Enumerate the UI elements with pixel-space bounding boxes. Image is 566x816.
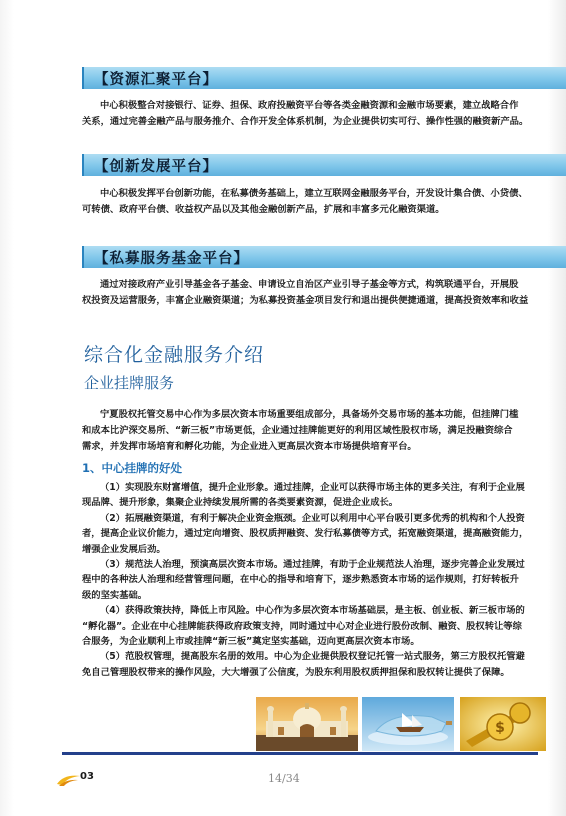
text-line: （2）拓展融资渠道，有利于解决企业资金瓶颈。企业可以利用中心平台吸引更多优秀的机构和个人投资 xyxy=(100,512,525,524)
list-item xyxy=(82,603,566,649)
text-line: 程中的各种法人治理和经营管理问题，在中心的指导和培育下，逐步熟悉资本市场的运作规则，打好转板升 xyxy=(82,574,519,586)
golden-wrench-coin-photo xyxy=(460,697,546,751)
section-header-private-fund xyxy=(82,246,566,268)
section-title: 【创新发展平台】 xyxy=(94,159,218,175)
text-line: 权投资及运营服务，丰富企业融资渠道；为私募投资基金项目发行和退出提供便捷通道，提高投资效率和收益 xyxy=(82,295,529,306)
text-line: （3）规范法人治理，预演高层次资本市场。通过挂牌，有助于企业规范法人治理，逐步完善企业发展过 xyxy=(100,559,525,571)
swoosh-logo-icon xyxy=(56,771,82,787)
section-title: 【私募服务基金平台】 xyxy=(94,251,249,267)
svg-text:$: $ xyxy=(495,720,505,736)
benefits-list xyxy=(82,480,566,680)
section-body-resources xyxy=(82,98,566,130)
text-line: 通过对接政府产业引导基金各子基金、申请设立自治区产业引导子基金等方式，构筑联通平台，开展股 xyxy=(100,279,519,290)
section-title: 【资源汇聚平台】 xyxy=(94,72,218,88)
text-line: （5）范股权管理，提高股东名册的效用。中心为企业提供股权登记托管一站式服务，第三方股权托管避 xyxy=(100,651,525,663)
text-line: （4）获得政策扶持，降低上市风险。中心作为多层次资本市场基础层，是主板、创业板、新三板市场的 xyxy=(100,605,525,617)
text-line: 合服务，为企业顺利上市或挂牌“新三板”奠定坚实基础，迈向更高层次资本市场。 xyxy=(82,636,420,648)
list-item xyxy=(82,649,566,680)
page-counter: 14/34 xyxy=(268,772,300,785)
ship-in-bottle-photo xyxy=(362,697,454,751)
text-line: 关系，通过完善金融产品与服务推介、合作开发全体系机制，为企业提供切实可行、操作性强的融资新产品。 xyxy=(82,116,529,127)
text-line: 中心积极整合对接银行、证券、担保、政府投融资平台等各类金融资源和金融市场要素，建立战略合作 xyxy=(100,100,519,111)
section-header-innovation xyxy=(82,154,566,176)
text-line: （1）实现股东财富增值，提升企业形象。通过挂牌，企业可以获得市场主体的更多关注，有利于企业展 xyxy=(100,482,525,493)
list-item xyxy=(82,480,566,511)
section-body-innovation xyxy=(82,186,566,218)
subsection-title: 企业挂牌服务 xyxy=(84,374,175,392)
text-line: 现品牌、提升形象，集聚企业持续发展所需的各类要素资源，促进企业成长。 xyxy=(82,497,399,509)
text-line: 中心积极发挥平台创新功能，在私募债务基础上，建立互联网金融服务平台，开发设计集合债、小贷债、 xyxy=(100,188,528,199)
list-item xyxy=(82,557,566,603)
section-header-resources xyxy=(82,67,566,89)
text-line: 免自己管理股权带来的操作风险，大大增强了公信度，为股东利用股权质押担保和股权转让提供了保障。 xyxy=(82,666,510,678)
text-line: 增强企业发展后劲。 xyxy=(82,543,166,555)
benefits-heading: 1、中心挂牌的好处 xyxy=(82,461,183,475)
text-line: 级的坚实基础。 xyxy=(82,589,148,601)
section-body-private-fund xyxy=(82,277,566,309)
intro-paragraph xyxy=(82,407,566,455)
text-line: 宁夏股权托管交易中心作为多层次资本市场重要组成部分，具备场外交易市场的基本功能，但挂牌门槛 xyxy=(100,409,519,420)
text-line: 可转债、政府平台债、收益权产品以及其他金融创新产品，扩展和丰富多元化融资渠道。 xyxy=(82,204,445,215)
text-line: 者，提高企业议价能力，通过定向增资、股权质押融资、发行私募债等方式，拓宽融资渠道，提高融资能力， xyxy=(82,528,529,540)
page-number: 03 xyxy=(80,771,94,782)
footer-rule xyxy=(62,752,538,755)
text-line: 需求，并发挥市场培育和孵化功能，为企业进入更高层次资本市场提供培育平台。 xyxy=(82,441,417,452)
page-title: 综合化金融服务介绍 xyxy=(84,344,265,366)
text-line: 和成本比沪深交易所、“新三板”市场更低，企业通过挂牌能更好的利用区域性股权市场，满足投融资综合 xyxy=(82,425,513,436)
list-item xyxy=(82,511,566,557)
text-line: “孵化器”。企业在中心挂牌能获得政府政策支持，同时通过中心对企业进行股份改制、融资、股权转让等综 xyxy=(82,620,522,632)
mosque-photo xyxy=(256,697,358,751)
